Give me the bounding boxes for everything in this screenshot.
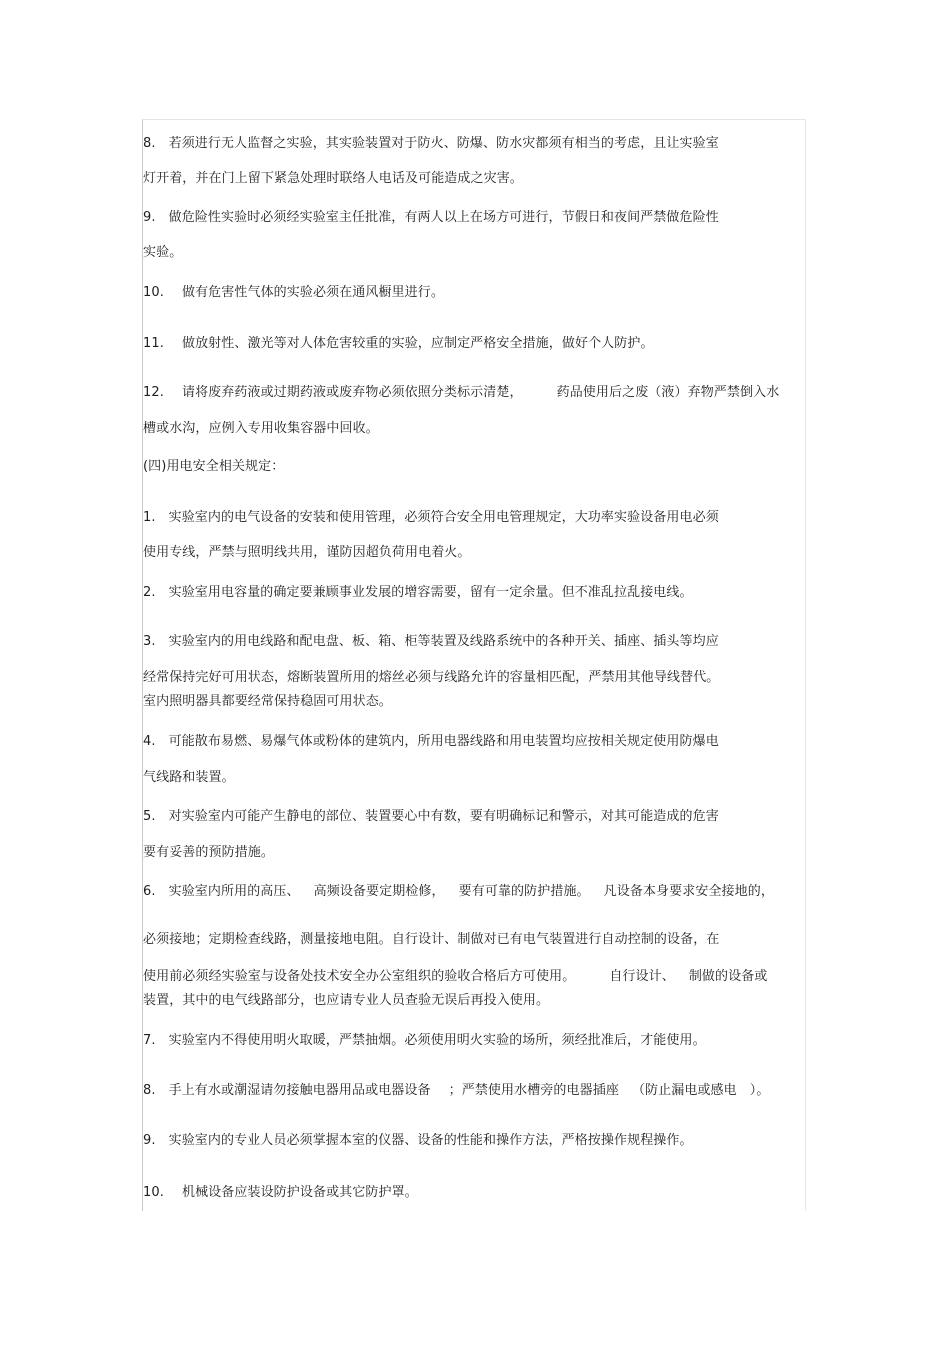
text-line: 使用前必须经实验室与设备处技术安全办公室组织的验收合格后方可使用。 自行设计、 制做的设备或	[143, 969, 768, 984]
text-line: 9. 实验室内的专业人员必须掌握本室的仪器、设备的性能和操作方法，严格按操作规程操作。	[143, 1133, 693, 1148]
section-heading: (四)用电安全相关规定：	[143, 459, 285, 474]
text-line: 10. 做有危害性气体的实验必须在通风橱里进行。	[143, 285, 444, 300]
text-line: 必须接地；定期检查线路，测量接地电阻。自行设计、制做对已有电气装置进行自动控制的设备，在	[143, 932, 720, 947]
text-line: 9. 做危险性实验时必须经实验室主任批准，有两人以上在场方可进行，节假日和夜间严禁做危险性	[143, 210, 719, 225]
text-line: 3. 实验室内的用电线路和配电盘、板、箱、柜等装置及线路系统中的各种开关、插座、插头等均应	[143, 634, 719, 649]
text-line: 8. 若须进行无人监督之实验，其实验装置对于防火、防爆、防水灾都须有相当的考虑，且让实验室	[143, 136, 719, 151]
text-line: 1. 实验室内的电气设备的安装和使用管理，必须符合安全用电管理规定，大功率实验设备用电必须	[143, 510, 719, 525]
text-line: 室内照明器具都要经常保持稳固可用状态。	[143, 694, 392, 709]
text-line: 槽或水沟，应例入专用收集容器中回收。	[143, 421, 379, 436]
text-line: 4. 可能散布易燃、易爆气体或粉体的建筑内，所用电器线路和用电装置均应按相关规定使用防爆电	[143, 734, 719, 749]
text-line: 2. 实验室用电容量的确定要兼顾事业发展的增容需要，留有一定余量。但不准乱拉乱接电线。	[143, 585, 693, 600]
text-line: 11. 做放射性、激光等对人体危害较重的实验，应制定严格安全措施，做好个人防护。	[143, 336, 654, 351]
text-line: 灯开着，并在门上留下紧急处理时联络人电话及可能造成之灾害。	[143, 171, 523, 186]
text-line: 使用专线，严禁与照明线共用，谨防因超负荷用电着火。	[143, 545, 471, 560]
text-line: 5. 对实验室内可能产生静电的部位、装置要心中有数，要有明确标记和警示，对其可能造成的危害	[143, 809, 719, 824]
text-line: 7. 实验室内不得使用明火取暖，严禁抽烟。必须使用明火实验的场所，须经批准后，才能使用。	[143, 1033, 706, 1048]
text-line: 装置，其中的电气线路部分，也应请专业人员查验无误后再投入使用。	[143, 993, 550, 1008]
text-line: 气线路和装置。	[143, 770, 235, 785]
text-line: 10. 机械设备应装设防护设备或其它防护罩。	[143, 1185, 418, 1200]
text-line: 8. 手上有水或潮湿请勿接触电器用品或电器设备 ；严禁使用水槽旁的电器插座 （防止漏电或感电 ）。	[143, 1083, 770, 1098]
text-line: 6. 实验室内所用的高压、 高频设备要定期检修， 要有可靠的防护措施。 凡设备本身要求安全接地的，	[143, 884, 774, 899]
text-line: 12. 请将废弃药液或过期药液或废弃物必须依照分类标示清楚， 药品使用后之废（液）弃物严禁倒入水	[143, 385, 780, 400]
text-line: 实验。	[143, 245, 183, 260]
text-line: 要有妥善的预防措施。	[143, 845, 275, 860]
text-line: 经常保持完好可用状态，熔断装置所用的熔丝必须与线路允许的容量相匹配，严禁用其他导线替代。	[143, 670, 720, 685]
